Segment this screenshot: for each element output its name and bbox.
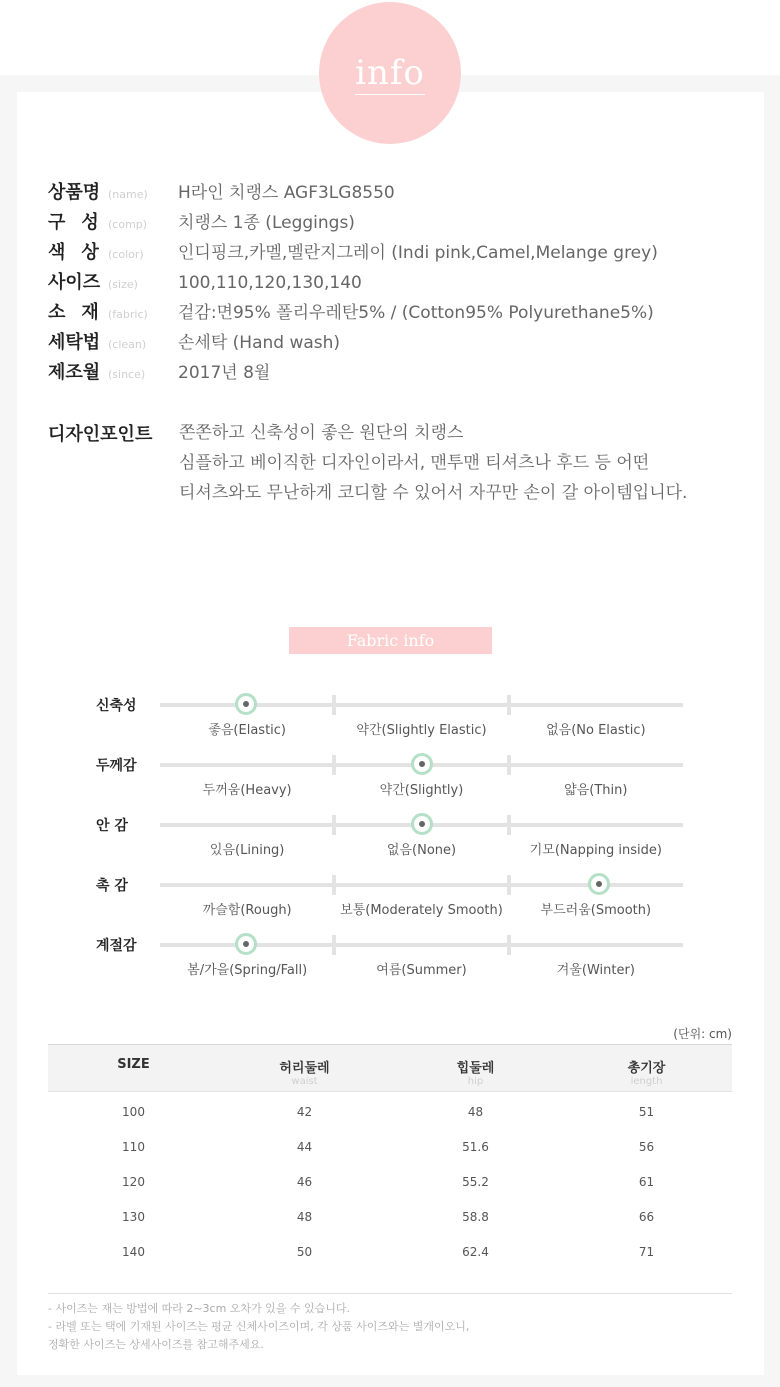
spec-value: 인디핑크,카멜,멜란지그레이 (Indi pink,Camel,Melange grey) (178, 243, 658, 263)
table-cell: 55.2 (462, 1174, 489, 1189)
spec-value: 100,110,120,130,140 (178, 273, 362, 293)
table-cell: 46 (296, 1174, 313, 1189)
table-cell: 51.6 (462, 1139, 489, 1154)
spec-label-en: (since) (108, 368, 146, 381)
column-label: 총기장 (627, 1061, 666, 1076)
note-line: 정확한 사이즈는 상세사이즈를 참고해주세요. (48, 1338, 264, 1351)
table-cell: 120 (122, 1174, 145, 1189)
table-row (48, 1129, 732, 1164)
table-cell: 61 (638, 1174, 655, 1189)
spec-row (48, 328, 340, 356)
fabric-scale-option: 약간(Slightly) (379, 783, 464, 798)
spec-label: 사이즈 (48, 272, 101, 293)
unit-note: (단위: cm) (673, 1027, 732, 1041)
table-cell: 44 (296, 1139, 313, 1154)
fabric-scale-option: 기모(Napping inside) (529, 843, 662, 858)
fabric-scale-label: 신축성 (96, 698, 137, 714)
size-table-column-header (48, 1045, 219, 1091)
column-label: SIZE (117, 1057, 150, 1072)
fabric-scale-divider (332, 815, 336, 835)
fabric-scale-option: 얇음(Thin) (564, 783, 628, 798)
fabric-scale-divider (332, 875, 336, 895)
table-row (48, 1234, 732, 1269)
fabric-scale-option: 겨울(Winter) (556, 963, 635, 978)
fabric-scale-divider (332, 935, 336, 955)
fabric-scale-option: 약간(Slightly Elastic) (356, 723, 487, 738)
spec-row (48, 208, 355, 236)
column-label: 힙둘레 (456, 1061, 495, 1076)
size-notes (48, 1293, 732, 1354)
table-cell: 48 (467, 1104, 484, 1119)
note-line: - 라벨 또는 택에 기재된 사이즈는 평균 신체사이즈이며, 각 상품 사이즈와는 별개이오니, (48, 1320, 470, 1333)
table-cell: 42 (296, 1104, 313, 1119)
fabric-scale-label: 촉 감 (96, 878, 128, 894)
spec-value: 겉감:면95% 폴리우레탄5% / (Cotton95% Polyurethane5%) (178, 303, 654, 323)
spec-row (48, 358, 270, 386)
spec-value: 손세탁 (Hand wash) (178, 333, 341, 353)
info-badge-text: info (355, 53, 425, 93)
fabric-scale-row (0, 818, 780, 873)
spec-label-en: (color) (108, 248, 144, 261)
spec-row (48, 238, 658, 266)
table-cell: 48 (296, 1209, 313, 1224)
spec-label-en: (size) (108, 278, 138, 291)
column-label-en: waist (291, 1076, 318, 1087)
fabric-scale-divider (507, 815, 511, 835)
table-cell: 51 (638, 1104, 655, 1119)
fabric-scale-label: 안 감 (96, 818, 128, 834)
table-cell: 56 (638, 1139, 655, 1154)
size-table (48, 1044, 732, 1269)
table-row (48, 1164, 732, 1199)
size-table-column-header (390, 1045, 561, 1091)
table-cell: 50 (296, 1244, 313, 1259)
fabric-scale-divider (507, 755, 511, 775)
table-row (48, 1094, 732, 1129)
table-cell: 66 (638, 1209, 655, 1224)
fabric-scale-option: 까슬함(Rough) (202, 903, 292, 918)
fabric-scale-label: 두께감 (96, 758, 137, 774)
table-cell: 130 (122, 1209, 145, 1224)
spec-label-en: (clean) (108, 338, 147, 351)
spec-label: 색상 (48, 242, 115, 263)
fabric-scale-option: 보통(Moderately Smooth) (340, 903, 503, 918)
info-badge (319, 2, 461, 144)
design-line: 심플하고 베이직한 디자인이라서, 맨투맨 티셔츠나 후드 등 어떤 (179, 453, 650, 473)
fabric-scale-divider (332, 695, 336, 715)
spec-value: 2017년 8월 (178, 363, 271, 383)
column-label: 허리둘레 (279, 1061, 330, 1076)
spec-label: 세탁법 (48, 332, 101, 353)
fabric-scale-option: 없음(No Elastic) (546, 723, 646, 738)
fabric-scale-divider (332, 755, 336, 775)
spec-value: 치랭스 1종 (Leggings) (178, 213, 355, 233)
fabric-scale-divider (507, 875, 511, 895)
spec-label-en: (fabric) (108, 308, 148, 321)
fabric-scale-option: 봄/가을(Spring/Fall) (187, 963, 308, 978)
spec-label-en: (comp) (108, 218, 148, 231)
fabric-scale-option: 두꺼움(Heavy) (202, 783, 292, 798)
table-cell: 58.8 (462, 1209, 489, 1224)
table-cell: 110 (122, 1139, 145, 1154)
design-line: 쫀쫀하고 신축성이 좋은 원단의 치랭스 (179, 423, 464, 443)
fabric-scale-row (0, 938, 780, 993)
fabric-scale-marker (235, 693, 257, 715)
fabric-scale-option: 좋음(Elastic) (208, 723, 286, 738)
fabric-scale-marker (235, 933, 257, 955)
design-point-label: 디자인포인트 (48, 424, 153, 445)
spec-label: 구성 (48, 212, 115, 233)
fabric-scale-row (0, 698, 780, 753)
fabric-scale-row (0, 878, 780, 933)
size-table-column-header (561, 1045, 732, 1091)
fabric-scale-option: 여름(Summer) (376, 963, 467, 978)
table-cell: 100 (122, 1104, 145, 1119)
fabric-scale-label: 계절감 (96, 938, 137, 954)
table-cell: 140 (122, 1244, 145, 1259)
spec-label-en: (name) (108, 188, 148, 201)
fabric-scale-row (0, 758, 780, 813)
spec-value: H라인 치랭스 AGF3LG8550 (178, 183, 395, 203)
fabric-info-title: Fabric info (289, 627, 492, 654)
fabric-scale-marker (411, 753, 433, 775)
table-cell: 71 (638, 1244, 655, 1259)
design-line: 티셔츠와도 무난하게 코디할 수 있어서 자꾸만 손이 갈 아이템입니다. (179, 483, 688, 503)
spec-row (48, 298, 654, 326)
size-table-column-header (219, 1045, 390, 1091)
column-label-en: length (630, 1076, 663, 1087)
note-line: - 사이즈는 재는 방법에 따라 2~3cm 오차가 있을 수 있습니다. (48, 1302, 351, 1315)
design-point-text (179, 418, 687, 508)
fabric-scale-marker (411, 813, 433, 835)
size-table-header (48, 1044, 732, 1092)
spec-row (48, 268, 362, 296)
spec-row (48, 178, 395, 206)
spec-label: 소재 (48, 302, 115, 323)
fabric-scale-option: 없음(None) (386, 843, 457, 858)
fabric-scale-option: 부드러움(Smooth) (540, 903, 652, 918)
fabric-scale-option: 있음(Lining) (209, 843, 285, 858)
size-table-body (48, 1092, 732, 1269)
fabric-scale-divider (507, 935, 511, 955)
fabric-scale-divider (507, 695, 511, 715)
column-label-en: hip (467, 1076, 484, 1087)
spec-label: 제조월 (48, 362, 101, 383)
table-cell: 62.4 (462, 1244, 489, 1259)
table-row (48, 1199, 732, 1234)
fabric-scale-marker (588, 873, 610, 895)
spec-label: 상품명 (48, 182, 101, 203)
